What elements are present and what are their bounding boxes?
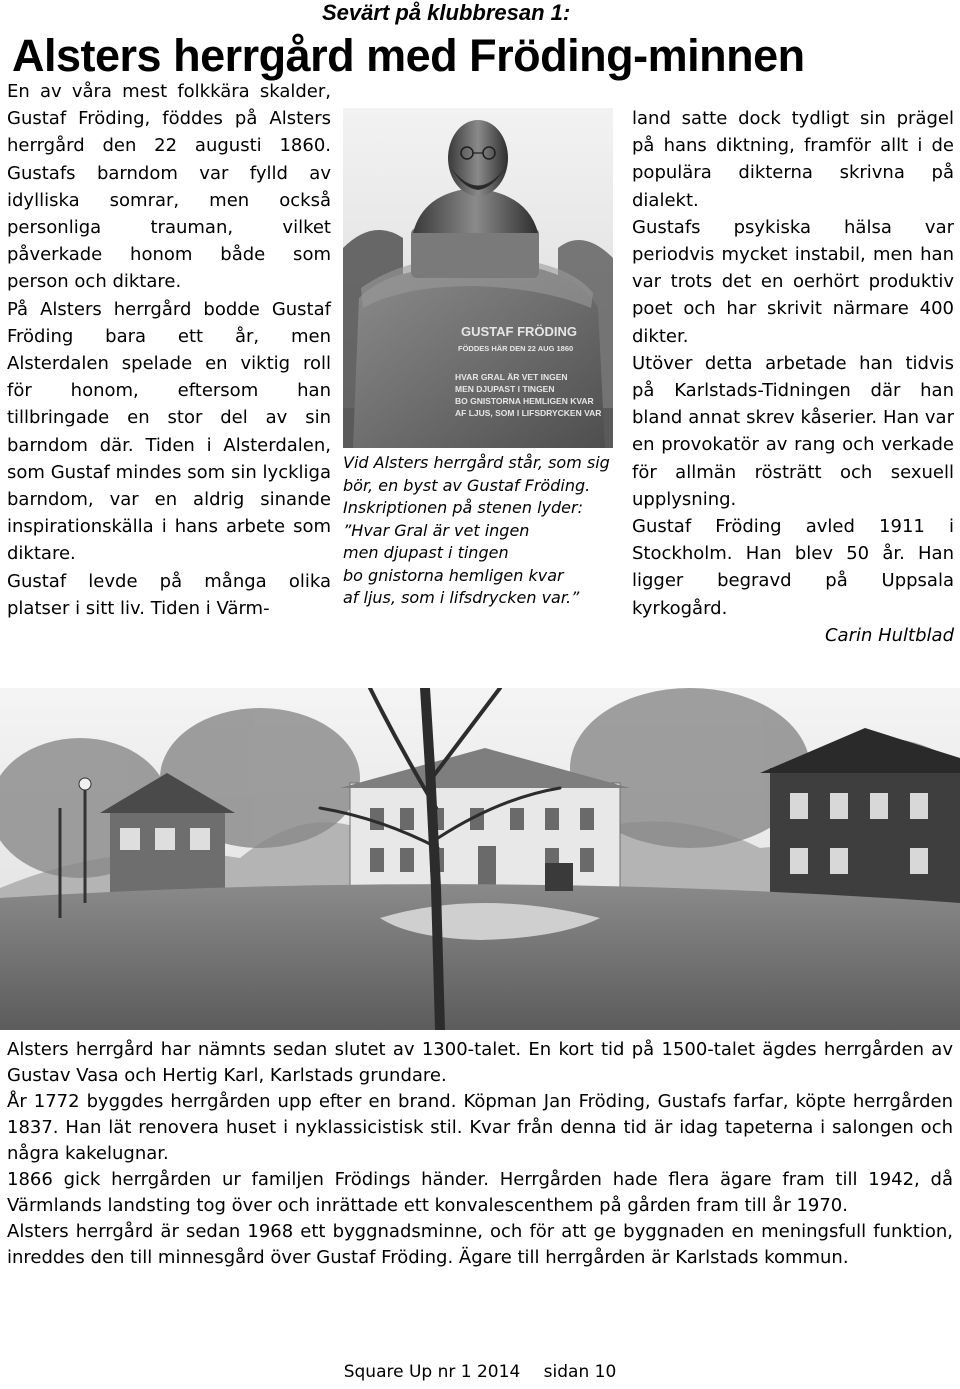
paragraph: Gustaf levde på många olika platser i sitt liv. Tiden i Värm- [7, 570, 331, 619]
caption-text: Vid Alsters herrgård står, som sig bör, en byst av Gustaf Fröding. Inskriptionen på stenen lyder: [343, 453, 610, 517]
history-text [7, 1037, 953, 1271]
page-footer [0, 1362, 960, 1382]
paragraph: En av våra mest folkkära skalder, Gustaf Fröding, föddes på Alsters herrgård den 22 augusti 1860. Gustafs barndom var fylld av idylliska somrar, men också personliga trauman, vilket påverkade honom både som person och diktare. [7, 81, 331, 293]
engraving-name: GUSTAF FRÖDING [461, 324, 578, 339]
paragraph: Gustafs psykiska hälsa var periodvis mycket instabil, men han var trots det en oerhört produktiv poet och har skrivit närmare 400 dikter. [632, 216, 954, 347]
paragraph: Alsters herrgård har nämnts sedan slutet av 1300-talet. En kort tid på 1500-talet ägdes herrgården av Gustav Vasa och Hertig Karl, Karlstads grundare. [7, 1039, 953, 1086]
alster-manor-photo [0, 688, 960, 1030]
paragraph: På Alsters herrgård bodde Gustaf Fröding bara ett år, men Alsterdalen spelade en viktig roll för honom, eftersom han tillbringade en stor del av sin barndom där. Tiden i Alsterdalen, som Gustaf mindes som sin lyckliga barndom, var en aldrig sinande inspirationskälla i hans arbete som diktare. [7, 298, 331, 565]
page-number: sidan 10 [543, 1362, 617, 1382]
caption-verse: ”Hvar Gral är vet ingen [343, 520, 530, 540]
right-column [632, 105, 954, 649]
caption-verse: af ljus, som i lifsdrycken var.” [343, 588, 580, 607]
paragraph: land satte dock tydligt sin prägel på hans diktning, framför allt i de populära dikterna skrivna på dialekt. [632, 108, 954, 211]
engraving-verse: MEN DJUPAST I TINGEN [455, 384, 555, 394]
engraving-verse: HVAR GRAL ÄR VET INGEN [455, 372, 568, 382]
publication-name: Square Up nr 1 2014 [343, 1362, 521, 1382]
section-kicker: Sevärt på klubbresan 1: [322, 0, 571, 25]
article-title: Alsters herrgård med Fröding-minnen [12, 30, 805, 81]
paragraph: Utöver detta arbetade han tidvis på Karlstads-Tidningen där han bland annat skrev kåserier. Han var en provokatör av rang och verkade för allmän rösträtt och sexuell upplysning. [632, 352, 954, 510]
caption-verse: men djupast i tingen [343, 543, 509, 562]
engraving-verse: BO GNISTORNA HEMLIGEN KVAR [455, 396, 594, 406]
photo-caption [343, 452, 623, 610]
left-column [7, 78, 331, 622]
caption-verse: bo gnistorna hemligen kvar [343, 565, 564, 585]
author-signature: Carin Hultblad [824, 624, 954, 646]
engraving-verse: AF LJUS, SOM I LIFSDRYCKEN VAR [455, 408, 602, 418]
paragraph: År 1772 byggdes herrgården upp efter en brand. Köpman Jan Fröding, Gustafs farfar, köpte herrgården 1837. Han lät renovera huset i nyklassicistisk stil. Kvar från denna tid är idag tapeterna i salongen och några kakelugnar. [7, 1091, 953, 1164]
paragraph: Alsters herrgård är sedan 1968 ett byggnadsminne, och för att ge byggnaden en meningsfull funktion, inreddes den till minnesgård över Gustaf Fröding. Ägare till herrgården är Karlstads kommun. [7, 1221, 953, 1268]
paragraph: 1866 gick herrgården ur familjen Frödings händer. Herrgården hade flera ägare fram till 1942, då Värmlands landsting tog över och inrättade ett konvalescenthem på gården fram till år 1970. [7, 1169, 953, 1216]
paragraph: Gustaf Fröding avled 1911 i Stockholm. Han blev 50 år. Han ligger begravd på Uppsala kyrkogård. [632, 516, 954, 619]
froding-bust-photo [343, 108, 613, 448]
engraving-birth: FÖDDES HÄR DEN 22 AUG 1860 [458, 344, 574, 353]
